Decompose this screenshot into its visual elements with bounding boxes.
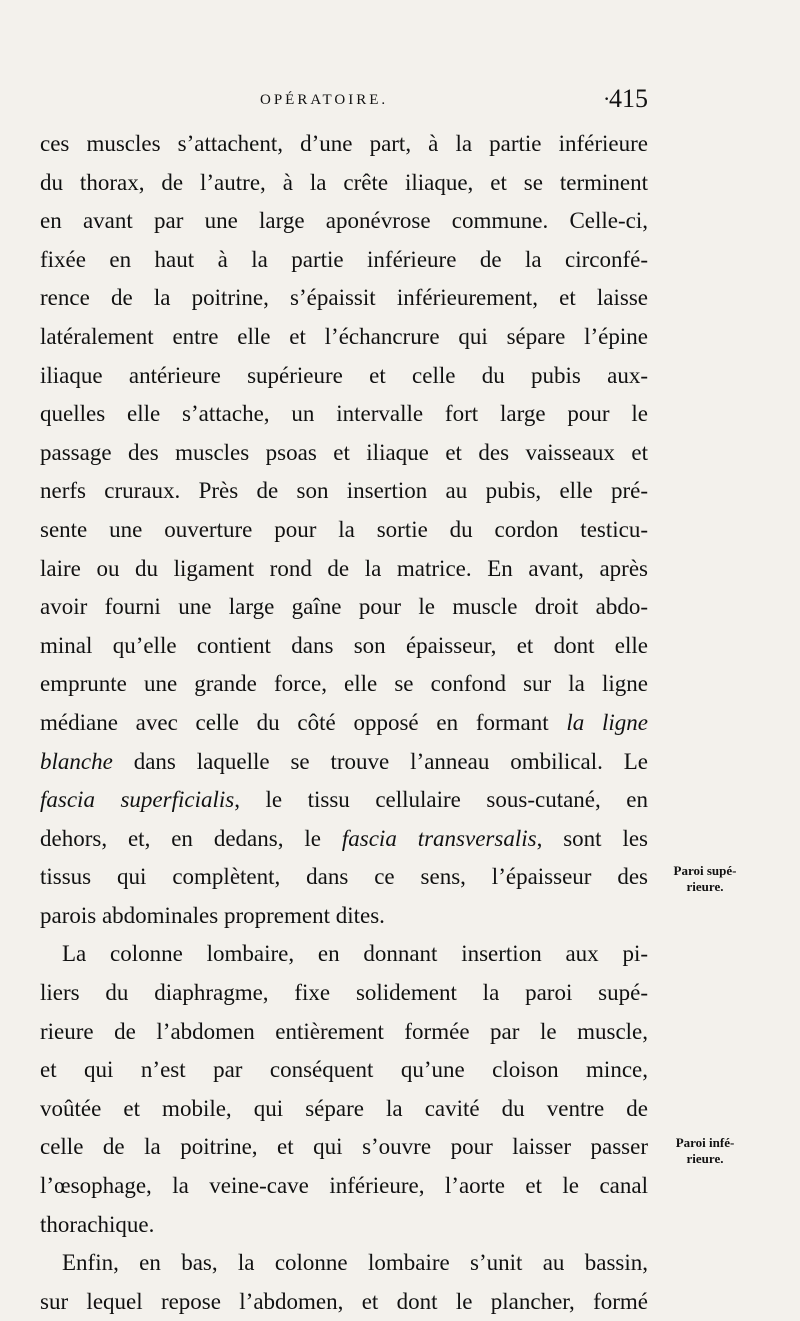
- text-line: celle de la poitrine, et qui s’ouvre pour laisser passer: [40, 1134, 648, 1160]
- text-line: ces muscles s’attachent, d’une part, à la partie inférieure: [40, 131, 648, 156]
- text-line: médiane avec celle du côté opposé en formant la ligne: [40, 709, 648, 735]
- text-line: en avant par une large aponévrose commune. Celle-ci,: [40, 208, 648, 234]
- paragraph-end-line: thorachique.: [40, 1211, 155, 1237]
- italic-term: blanche: [40, 748, 113, 774]
- text-line: latéralement entre elle et l’échancrure qui sépare l’épine: [40, 323, 648, 349]
- page-number: 415: [609, 84, 648, 113]
- text-line: sur lequel repose l’abdomen, et dont le plancher, formé: [40, 1288, 648, 1314]
- margin-note-lower-wall: Paroi infé- rieure.: [675, 1135, 735, 1166]
- italic-term: fascia transversalis: [341, 825, 537, 851]
- italic-term: fascia superficialis: [40, 787, 235, 813]
- text-line: rieure de l’abdomen entièrement formée par le muscle,: [40, 1018, 648, 1044]
- italic-term: la ligne: [566, 709, 648, 735]
- text-line: nerfs cruraux. Près de son insertion au pubis, elle pré-: [40, 478, 648, 504]
- text-line: fascia superficialis, le tissu cellulaire sous-cutané, en: [40, 787, 648, 813]
- text-line: passage des muscles psoas et iliaque et des vaisseaux et: [40, 439, 648, 465]
- text-line: tissus qui complètent, dans ce sens, l’épaisseur des: [40, 864, 648, 890]
- page-header: [40, 84, 648, 114]
- text-line: sente une ouverture pour la sortie du cordon testicu-: [40, 516, 648, 542]
- paragraph-end-line: parois abdominales proprement dites.: [40, 902, 385, 928]
- text-line: avoir fourni une large gaîne pour le muscle droit abdo-: [40, 594, 648, 620]
- text-line: blanche dans laquelle se trouve l’anneau ombilical. Le: [40, 748, 648, 774]
- margin-note-upper-wall: Paroi supé- rieure.: [673, 863, 737, 894]
- text-line: laire ou du ligament rond de la matrice. En avant, après: [40, 555, 648, 581]
- text-line: iliaque antérieure supérieure et celle du pubis aux-: [40, 362, 648, 388]
- text-line: dehors, et, en dedans, le fascia transversalis, sont les: [40, 825, 649, 851]
- text-line: minal qu’elle contient dans son épaisseur, et dont elle: [40, 632, 648, 658]
- text-line: liers du diaphragme, fixe solidement la paroi supé-: [40, 980, 648, 1006]
- text-line: l’œsophage, la veine-cave inférieure, l’aorte et le canal: [40, 1173, 648, 1199]
- text-line: du thorax, de l’autre, à la crête iliaque, et se terminent: [40, 169, 648, 195]
- text-line: quelles elle s’attache, un intervalle fort large pour le: [40, 401, 648, 427]
- running-title: OPÉRATOIRE.: [260, 92, 389, 108]
- text-line: voûtée et mobile, qui sépare la cavité du ventre de: [40, 1095, 648, 1121]
- text-line: fixée en haut à la partie inférieure de la circonfé-: [40, 246, 648, 272]
- text-line: emprunte une grande force, elle se confond sur la ligne: [40, 671, 648, 697]
- body-text: [40, 125, 648, 1321]
- header-dot: ·: [603, 86, 611, 111]
- paragraph-start-line: Enfin, en bas, la colonne lombaire s’unit au bassin,: [62, 1250, 648, 1276]
- text-line: et qui n’est par conséquent qu’une cloison mince,: [40, 1057, 648, 1083]
- text-line: rence de la poitrine, s’épaissit inférieurement, et laisse: [40, 285, 648, 311]
- paragraph-start-line: La colonne lombaire, en donnant insertion aux pi-: [62, 941, 648, 967]
